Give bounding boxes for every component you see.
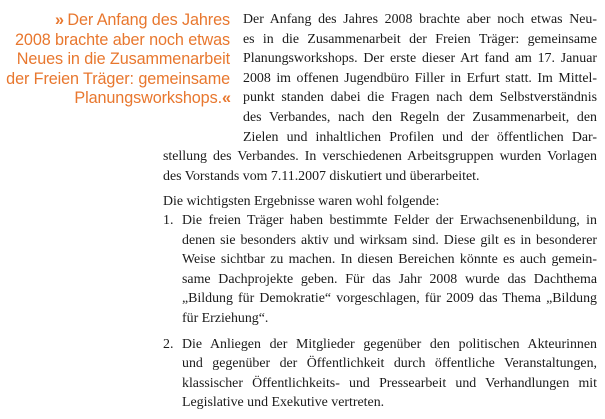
- numbered-list: [163, 211, 597, 419]
- paragraph-narrow-column: [243, 10, 597, 147]
- list-intro: Die wichtigsten Ergebnisse waren wohl folgende:: [163, 194, 440, 209]
- text-line: Planungsworkshops. Der erste dieser Art fand am 17. Januar: [243, 51, 597, 67]
- list-item-number: 1.: [163, 213, 174, 228]
- text-line: Zielen und inhaltlichen Profilen und der öffentlichen Dar-: [243, 129, 597, 145]
- pull-quote-line: » Der Anfang des Jahres: [55, 11, 230, 29]
- text-line: „Bildung für Demokratie“ vorgeschlagen, für 2009 das Thema „Bildung: [182, 291, 597, 307]
- open-quote-mark: »: [55, 11, 64, 29]
- text-line: klassischer Öffentlichkeits- und Pressearbeit und Verhandlungen mit: [182, 375, 597, 391]
- text-line: des Vorstands vom 7.11.2007 diskutiert und überarbeitet.: [163, 168, 480, 184]
- text-line: für Erziehung“.: [182, 310, 269, 326]
- pull-quote-line: 2008 brachte aber noch etwas: [15, 30, 230, 49]
- text-line: Legislative und Exekutive vertreten.: [182, 395, 385, 411]
- pull-quote: [6, 11, 230, 109]
- close-quote-mark: «: [221, 89, 230, 108]
- text-line: 2008 im offenen Jugendbüro Filler in Erfurt statt. Im Mittel-: [243, 70, 597, 86]
- text-line: same Dachprojekte geben. Für das Jahr 2008 wurde das Dachthema: [182, 271, 597, 287]
- list-item-number: 2.: [163, 336, 174, 352]
- text-line: es in die Zusammenarbeit der Freien Träger: gemeinsame: [243, 31, 597, 47]
- paragraph-wide-continuation: [163, 147, 597, 186]
- pull-quote-line: Neues in die Zusammenarbeit: [16, 50, 230, 69]
- text-line: punkt standen dabei die Fragen nach dem Selbstverständnis: [243, 90, 597, 106]
- text-line: stellung des Verbandes. In verschiedenen Arbeitsgruppen wurden Vorlagen: [163, 149, 597, 164]
- list-item: [163, 211, 597, 329]
- pull-quote-line: der Freien Träger: gemeinsame: [6, 69, 230, 88]
- text-line: und gegenüber der Öffentlichkeit durch öffentliche Veranstaltungen,: [182, 356, 597, 372]
- text-line: des Verbandes, nach den Regeln der Zusammenarbeit, den: [243, 109, 597, 125]
- text-line: Weise sichtbar zu machen. In diesen Bereichen könnte es auch gemein-: [182, 252, 597, 268]
- text-line: denen sie besonders aktiv und wirksam sind. Diese gilt es in besonderer: [182, 232, 597, 248]
- text-line: Der Anfang des Jahres 2008 brachte aber noch etwas Neu-: [243, 12, 597, 27]
- text-line: Die freien Träger haben bestimmte Felder der Erwachsenenbildung, in: [182, 213, 597, 228]
- text-line: Die Anliegen der Mitglieder gegenüber den politischen Akteurinnen: [182, 336, 597, 352]
- list-item: [163, 335, 597, 413]
- pull-quote-line: Planungsworkshops.«: [74, 89, 230, 108]
